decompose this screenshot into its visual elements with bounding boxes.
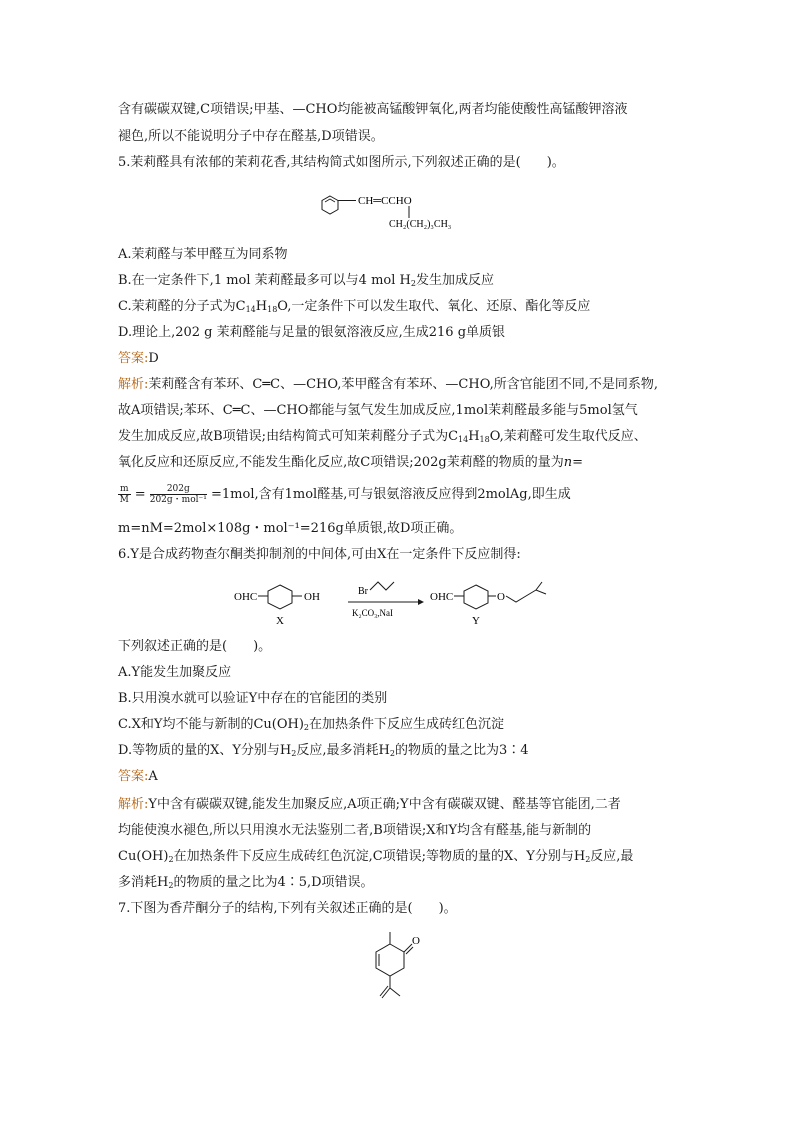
option-5d: D.理论上,202 g 茉莉醛能与足量的银氨溶液反应,生成216 g单质银: [118, 325, 506, 340]
text-line: 下列叙述正确的是( )。: [118, 639, 272, 654]
option-6b: B.只用溴水就可以验证Y中存在的官能团的类别: [118, 691, 388, 706]
question-5: 5.茉莉醛具有浓郁的茉莉花香,其结构简式如图所示,下列叙述正确的是( )。: [118, 155, 565, 170]
text-line: 均能使溴水褪色,所以只用溴水无法鉴别二者,B项错误;X和Y均含有醛基,能与新制的: [118, 823, 592, 838]
text-line: m=nM=2mol×108g・mol⁻¹=216g单质银,故D项正确。: [118, 521, 463, 536]
svg-text:OHC: OHC: [234, 591, 258, 603]
svg-text:Br: Br: [358, 586, 368, 597]
answer-6: 答案:A: [118, 769, 158, 784]
option-6d: D.等物质的量的X、Y分别与$H_2$反应,最多消耗$H_2$的物质的量之比为3∶4: [118, 743, 529, 758]
carvone-structure: [360, 926, 430, 1006]
option-6a: A.Y能发生加聚反应: [118, 665, 232, 680]
svg-text:OH: OH: [304, 591, 320, 603]
svg-text:OHC: OHC: [430, 591, 454, 603]
svg-text:O: O: [497, 591, 505, 603]
fraction-line: $\frac{m}{M}$ = $\frac{202g}{\text{202g・mol⁻¹}}$ =1mol,含有1mol醛基,可与银氨溶液反应得到2molAg,即生成: [119, 484, 571, 505]
jasmine-chain-label: CH═CCHO: [358, 195, 412, 207]
text-line: $Cu(OH)_2$在加热条件下反应生成砖红色沉淀,C项错误;等物质的量的X、Y分别与$H_2$反应,最: [118, 849, 634, 864]
option-5c: C.茉莉醛的分子式为$C_{14}H_{18}O$,一定条件下可以发生取代、氧化、还原、酯化等反应: [118, 299, 591, 314]
text-line: 含有碳碳双键,C项错误;甲基、—CHO均能被高锰酸钾氧化,两者均能使酸性高锰酸钾溶液: [118, 102, 628, 117]
text-line: 发生加成反应,故B项错误;由结构简式可知茉莉醛分子式为$C_{14}H_{18}O$,茉莉醛可发生取代反应、: [118, 429, 647, 444]
question-7: 7.下图为香芹酮分子的结构,下列有关叙述正确的是( )。: [118, 901, 457, 916]
reaction-scheme: [230, 572, 610, 632]
y-label: Y: [472, 615, 480, 627]
svg-text:O: O: [412, 935, 420, 947]
jasmine-aldehyde-structure: [300, 182, 530, 234]
option-6c: C.X和Y均不能与新制的$Cu(OH)_2$在加热条件下反应生成砖红色沉淀: [118, 717, 505, 732]
analysis-5: 解析:茉莉醛含有苯环、C═C、—CHO,苯甲醛含有苯环、—CHO,所含官能团不同,不是同系物,: [118, 377, 658, 392]
text-line: 褪色,所以不能说明分子中存在醛基,D项错误。: [118, 129, 384, 144]
option-5b: B.在一定条件下,1 mol 茉莉醛最多可以与4 mol $H_2$发生加成反应: [118, 273, 494, 288]
text-line: 多消耗$H_2$的物质的量之比为4∶5,D项错误。: [118, 875, 374, 890]
text-line: 氧化反应和还原反应,不能发生酯化反应,故C项错误;202g茉莉醛的物质的量为n=: [118, 455, 583, 470]
x-label: X: [276, 615, 284, 627]
svg-text:K₂CO₃,NaI: K₂CO₃,NaI: [352, 608, 394, 618]
text-line: 故A项错误;苯环、C═C、—CHO都能与氢气发生加成反应,1mol茉莉醛最多能与5mol氢气: [118, 403, 638, 418]
analysis-6: 解析:Y中含有碳碳双键,能发生加聚反应,A项正确;Y中含有碳碳双键、醛基等官能团,二者: [118, 797, 621, 812]
question-6: 6.Y是合成药物查尔酮类抑制剂的中间体,可由X在一定条件下反应制得:: [118, 547, 521, 562]
jasmine-substituent-label: CH₂(CH₂)₃CH₃: [389, 219, 452, 230]
answer-5: 答案:D: [118, 351, 159, 366]
option-5a: A.茉莉醛与苯甲醛互为同系物: [118, 247, 288, 262]
